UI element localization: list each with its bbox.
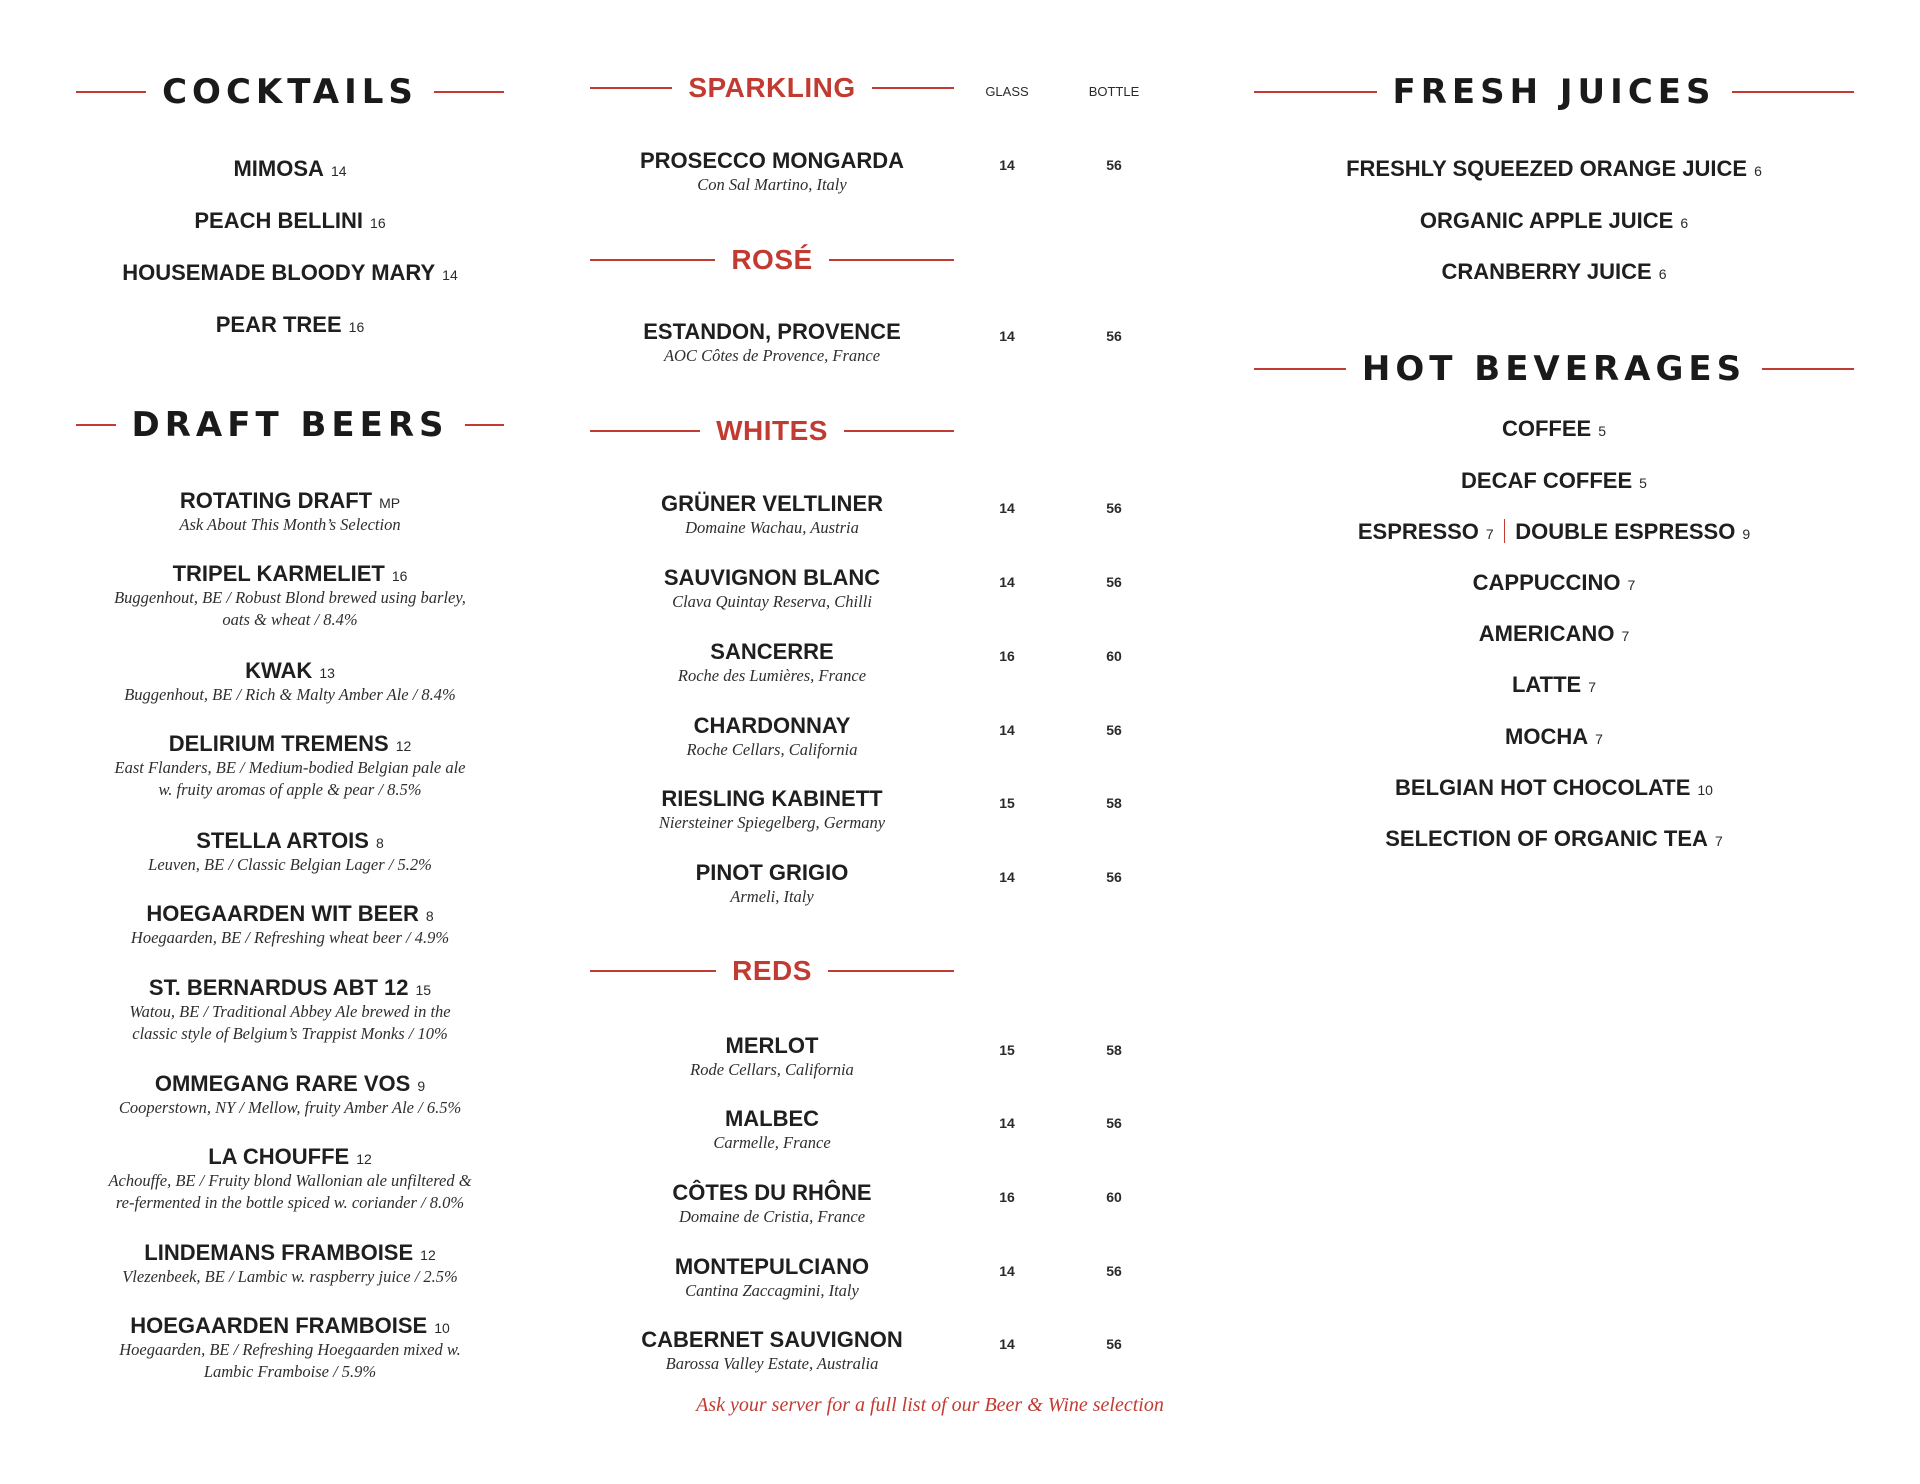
menu-item bbox=[76, 208, 504, 234]
item-description: Vlezenbeek, BE / Lambic w. raspberry juice / 2.5% bbox=[122, 1267, 458, 1286]
menu-item bbox=[1254, 156, 1854, 182]
item-name: HOEGAARDEN FRAMBOISE bbox=[130, 1313, 428, 1338]
glass-price: 16 bbox=[999, 648, 1015, 664]
item-name: DECAF COFFEE bbox=[1461, 468, 1633, 493]
item-description: oats & wheat / 8.4% bbox=[222, 610, 358, 629]
wine-origin: AOC Côtes de Provence, France bbox=[663, 346, 881, 365]
glass-price: 16 bbox=[999, 1189, 1015, 1205]
wine-name: RIESLING KABINETT bbox=[661, 786, 883, 811]
menu-item-line bbox=[1254, 259, 1854, 285]
glass-price: 14 bbox=[999, 1336, 1015, 1352]
glass-price: 14 bbox=[999, 500, 1015, 516]
menu-item bbox=[1254, 826, 1854, 852]
item-name: ST. BERNARDUS ABT 12 bbox=[148, 975, 409, 1000]
wine-origin: Domaine de Cristia, France bbox=[678, 1207, 866, 1226]
header-rule bbox=[1254, 91, 1377, 92]
item-price: 7 bbox=[1588, 679, 1597, 695]
item-name: ROTATING DRAFT bbox=[179, 488, 373, 513]
item-price: 8 bbox=[375, 835, 384, 851]
bottle-price: 56 bbox=[1106, 722, 1122, 738]
hot-beverages-heading: HOT BEVERAGES bbox=[1361, 349, 1747, 389]
item-description: Leuven, BE / Classic Belgian Lager / 5.2% bbox=[148, 855, 432, 874]
menu-item bbox=[76, 1144, 504, 1214]
menu-item-line bbox=[76, 901, 504, 927]
header-rule bbox=[590, 430, 700, 431]
menu-item bbox=[76, 312, 504, 338]
menu-item bbox=[76, 561, 504, 631]
menu-item-line bbox=[76, 1071, 504, 1097]
wine-name: SANCERRE bbox=[710, 639, 834, 664]
wine-section-header bbox=[590, 955, 954, 987]
bottle-price: 56 bbox=[1106, 1115, 1122, 1131]
item-description: Hoegaarden, BE / Refreshing wheat beer / 4.9% bbox=[130, 928, 450, 947]
menu-item bbox=[1254, 724, 1854, 750]
menu-item-line bbox=[1254, 826, 1854, 852]
wine-item bbox=[590, 319, 954, 367]
item-name: PEACH BELLINI bbox=[194, 208, 364, 233]
menu-item-line bbox=[1254, 775, 1854, 801]
item-name: KWAK bbox=[245, 658, 313, 683]
item-description: w. fruity aromas of apple & pear / 8.5% bbox=[158, 780, 422, 799]
header-rule bbox=[76, 424, 116, 425]
menu-item-line bbox=[1254, 468, 1854, 494]
item-price: 14 bbox=[330, 163, 347, 179]
cocktails-heading: COCKTAILS bbox=[162, 72, 418, 112]
item-price: 10 bbox=[1697, 782, 1713, 798]
wine-item bbox=[590, 1180, 954, 1228]
menu-item-line bbox=[76, 1144, 504, 1170]
item-price: 13 bbox=[319, 665, 335, 681]
glass-price: 14 bbox=[999, 157, 1015, 173]
bottle-price: 56 bbox=[1106, 1336, 1122, 1352]
glass-price: 14 bbox=[999, 574, 1015, 590]
menu-item bbox=[76, 156, 504, 182]
header-rule bbox=[844, 430, 954, 431]
wine-name: ESTANDON, PROVENCE bbox=[643, 319, 901, 344]
header-rule bbox=[465, 424, 505, 425]
wine-section-header bbox=[590, 244, 954, 276]
item-price: 12 bbox=[420, 1247, 436, 1263]
header-rule bbox=[434, 91, 504, 92]
item-name: FRESHLY SQUEEZED ORANGE JUICE bbox=[1346, 156, 1748, 181]
item-price: MP bbox=[379, 495, 401, 511]
bottle-price: 60 bbox=[1106, 1189, 1122, 1205]
item-price: 7 bbox=[1627, 577, 1636, 593]
bottle-price: 56 bbox=[1106, 157, 1122, 173]
item-price: 6 bbox=[1754, 163, 1762, 179]
header-rule bbox=[590, 87, 672, 88]
wine-item bbox=[590, 1254, 954, 1302]
glass-price: 14 bbox=[999, 869, 1015, 885]
header-rule bbox=[828, 970, 954, 971]
wine-name: PROSECCO MONGARDA bbox=[639, 148, 904, 173]
fresh-juices-header bbox=[1254, 72, 1854, 112]
cocktails-header bbox=[76, 72, 504, 112]
item-description: classic style of Belgium’s Trappist Monks / 10% bbox=[132, 1024, 448, 1043]
header-rule bbox=[76, 91, 146, 92]
wine-section-header bbox=[590, 415, 954, 447]
item-name: PEAR TREE bbox=[215, 312, 342, 337]
item-price: 16 bbox=[370, 215, 386, 231]
wine-origin: Cantina Zaccagmini, Italy bbox=[685, 1281, 859, 1300]
item-price: 7 bbox=[1595, 731, 1603, 747]
item-price: 9 bbox=[417, 1078, 426, 1094]
menu-item-line bbox=[1254, 724, 1854, 750]
wine-section-heading: SPARKLING bbox=[688, 72, 856, 103]
glass-column-label: GLASS bbox=[985, 84, 1029, 99]
item-description: Achouffe, BE / Fruity blond Wallonian ale unfiltered & bbox=[108, 1171, 472, 1190]
item-price: 16 bbox=[391, 568, 408, 584]
wine-item bbox=[590, 860, 954, 908]
wine-name: GRÜNER VELTLINER bbox=[660, 491, 884, 516]
item-price: 12 bbox=[395, 738, 412, 754]
item-price: 7 bbox=[1621, 628, 1630, 644]
menu-item bbox=[76, 658, 504, 706]
glass-price: 14 bbox=[999, 722, 1015, 738]
item-name: AMERICANO bbox=[1478, 621, 1615, 646]
fresh-juices-heading: FRESH JUICES bbox=[1392, 72, 1716, 112]
wine-item bbox=[590, 713, 954, 761]
bottle-price: 56 bbox=[1106, 1263, 1122, 1279]
bottle-price: 58 bbox=[1106, 795, 1122, 811]
header-rule bbox=[590, 259, 715, 260]
item-name: MIMOSA bbox=[233, 156, 324, 181]
item-description: Hoegaarden, BE / Refreshing Hoegaarden mixed w. bbox=[119, 1340, 461, 1359]
item-name: HOUSEMADE BLOODY MARY bbox=[122, 260, 436, 285]
menu-item bbox=[1254, 570, 1854, 596]
draft-beers-heading: DRAFT BEERS bbox=[131, 405, 449, 445]
menu-item-line bbox=[1254, 416, 1854, 442]
menu-item bbox=[76, 731, 504, 801]
wine-section-heading: WHITES bbox=[716, 415, 828, 446]
menu-item bbox=[1254, 519, 1854, 545]
menu-item bbox=[76, 1240, 504, 1288]
wine-name: CHARDONNAY bbox=[693, 713, 851, 738]
wine-item bbox=[590, 786, 954, 834]
item-name: LATTE bbox=[1511, 672, 1582, 697]
wine-item bbox=[590, 1327, 954, 1375]
menu-item-line bbox=[76, 731, 504, 757]
item-price: 10 bbox=[434, 1320, 450, 1336]
bottle-price: 56 bbox=[1106, 869, 1122, 885]
header-rule bbox=[590, 970, 716, 971]
glass-price: 14 bbox=[999, 328, 1015, 344]
wine-item bbox=[590, 1033, 954, 1081]
item-price: 7 bbox=[1485, 526, 1494, 542]
item-name: HOEGAARDEN WIT BEER bbox=[146, 901, 419, 926]
menu-item-line bbox=[76, 975, 504, 1001]
header-rule bbox=[1762, 368, 1854, 369]
wine-origin: Con Sal Martino, Italy bbox=[697, 175, 847, 194]
menu-item-line bbox=[1254, 570, 1854, 596]
item-name: CRANBERRY JUICE bbox=[1441, 259, 1652, 284]
menu-item-line bbox=[1254, 519, 1854, 545]
bottle-price: 56 bbox=[1106, 574, 1122, 590]
draft-beers-header bbox=[76, 405, 504, 445]
menu-item bbox=[1254, 468, 1854, 494]
item-description: Buggenhout, BE / Rich & Malty Amber Ale / 8.4% bbox=[124, 685, 456, 704]
wine-section-heading: ROSÉ bbox=[731, 244, 813, 275]
menu-item-line bbox=[76, 1240, 504, 1266]
wine-item bbox=[590, 148, 954, 196]
menu-item bbox=[1254, 208, 1854, 234]
item-name: CAPPUCCINO bbox=[1472, 570, 1621, 595]
menu-item-line bbox=[76, 561, 504, 587]
wine-origin: Domaine Wachau, Austria bbox=[685, 518, 859, 537]
item-name: SELECTION OF ORGANIC TEA bbox=[1385, 826, 1708, 851]
item-name: ESPRESSO bbox=[1357, 519, 1479, 544]
menu-item-line bbox=[76, 156, 504, 182]
item-price: 7 bbox=[1714, 833, 1723, 849]
wine-origin: Rode Cellars, California bbox=[690, 1060, 854, 1079]
item-name: DOUBLE ESPRESSO bbox=[1515, 519, 1736, 544]
wine-item bbox=[590, 491, 954, 539]
wine-name: CÔTES DU RHÔNE bbox=[672, 1180, 872, 1205]
menu-item-line bbox=[76, 828, 504, 854]
glass-price: 14 bbox=[999, 1263, 1015, 1279]
menu-item bbox=[1254, 416, 1854, 442]
item-name: MOCHA bbox=[1505, 724, 1589, 749]
item-name: LA CHOUFFE bbox=[208, 1144, 350, 1169]
wine-origin: Carmelle, France bbox=[713, 1133, 831, 1152]
hot-beverages-header bbox=[1254, 349, 1854, 389]
wine-name: CABERNET SAUVIGNON bbox=[641, 1327, 903, 1352]
menu-item-line bbox=[1254, 621, 1854, 647]
menu-item bbox=[76, 260, 504, 286]
wine-name: MONTEPULCIANO bbox=[674, 1254, 870, 1279]
item-price: 12 bbox=[356, 1151, 372, 1167]
wine-origin: Clava Quintay Reserva, Chilli bbox=[672, 592, 872, 611]
menu-item bbox=[1254, 259, 1854, 285]
menu-item-line bbox=[76, 312, 504, 338]
item-name: STELLA ARTOIS bbox=[196, 828, 369, 853]
item-name: OMMEGANG RARE VOS bbox=[154, 1071, 411, 1096]
wine-item bbox=[590, 565, 954, 613]
item-name: DELIRIUM TREMENS bbox=[168, 731, 389, 756]
item-name: ORGANIC APPLE JUICE bbox=[1419, 208, 1674, 233]
wine-item bbox=[590, 1106, 954, 1154]
item-name: LINDEMANS FRAMBOISE bbox=[144, 1240, 414, 1265]
header-rule bbox=[829, 259, 954, 260]
item-price: 15 bbox=[415, 982, 432, 998]
wine-name: SAUVIGNON BLANC bbox=[663, 565, 881, 590]
header-rule bbox=[872, 87, 954, 88]
wine-section-heading: REDS bbox=[732, 955, 812, 986]
item-description: Lambic Framboise / 5.9% bbox=[203, 1362, 377, 1381]
header-rule bbox=[1254, 368, 1346, 369]
menu-item-line bbox=[76, 260, 504, 286]
wine-origin: Roche Cellars, California bbox=[686, 740, 858, 759]
wine-footnote: Ask your server for a full list of our Beer & Wine selection bbox=[696, 1394, 1164, 1416]
item-description: Watou, BE / Traditional Abbey Ale brewed in the bbox=[129, 1002, 451, 1021]
menu-item bbox=[76, 488, 504, 536]
glass-price: 14 bbox=[999, 1115, 1015, 1131]
item-description: Buggenhout, BE / Robust Blond brewed using barley, bbox=[114, 588, 466, 607]
wine-origin: Roche des Lumières, France bbox=[677, 666, 867, 685]
item-description: Cooperstown, NY / Mellow, fruity Amber Ale / 6.5% bbox=[118, 1098, 462, 1117]
item-name: TRIPEL KARMELIET bbox=[172, 561, 385, 586]
bottle-price: 56 bbox=[1106, 328, 1122, 344]
bottle-price: 56 bbox=[1106, 500, 1122, 516]
menu-item-line bbox=[76, 208, 504, 234]
wine-item bbox=[590, 639, 954, 687]
bottle-price: 58 bbox=[1106, 1042, 1122, 1058]
wine-section-header bbox=[590, 72, 954, 104]
wine-origin: Barossa Valley Estate, Australia bbox=[665, 1354, 879, 1373]
menu-item bbox=[1254, 775, 1854, 801]
item-price: 9 bbox=[1742, 526, 1751, 542]
menu-item bbox=[1254, 672, 1854, 698]
item-price: 5 bbox=[1598, 423, 1607, 439]
glass-price: 15 bbox=[999, 1042, 1015, 1058]
item-description: East Flanders, BE / Medium-bodied Belgian pale ale bbox=[114, 758, 466, 777]
menu-item bbox=[76, 1071, 504, 1119]
item-price: 5 bbox=[1639, 475, 1647, 491]
wine-origin: Niersteiner Spiegelberg, Germany bbox=[658, 813, 886, 832]
bottle-price: 60 bbox=[1106, 648, 1122, 664]
wine-name: MALBEC bbox=[724, 1106, 820, 1131]
menu-item bbox=[76, 1313, 504, 1383]
menu-item-line bbox=[1254, 208, 1854, 234]
item-price: 14 bbox=[442, 267, 458, 283]
wine-name: MERLOT bbox=[725, 1033, 819, 1058]
bottle-column-label: BOTTLE bbox=[1088, 84, 1140, 99]
wine-origin: Armeli, Italy bbox=[730, 887, 814, 906]
menu-item-line bbox=[76, 1313, 504, 1339]
menu-item bbox=[76, 975, 504, 1045]
item-price: 6 bbox=[1658, 266, 1667, 282]
glass-price: 15 bbox=[999, 795, 1015, 811]
item-price: 6 bbox=[1680, 215, 1689, 231]
item-price: 8 bbox=[425, 908, 434, 924]
item-description: Ask About This Month’s Selection bbox=[179, 515, 401, 534]
wine-name: PINOT GRIGIO bbox=[695, 860, 849, 885]
menu-item-line bbox=[76, 488, 504, 514]
menu-item bbox=[76, 901, 504, 949]
item-name: COFFEE bbox=[1501, 416, 1592, 441]
menu-item bbox=[76, 828, 504, 876]
menu-item-line bbox=[1254, 156, 1854, 182]
menu-item bbox=[1254, 621, 1854, 647]
menu-item-line bbox=[1254, 672, 1854, 698]
header-rule bbox=[1732, 91, 1855, 92]
item-price: 16 bbox=[348, 319, 365, 335]
divider-bar bbox=[1504, 519, 1506, 543]
item-description: re-fermented in the bottle spiced w. coriander / 8.0% bbox=[115, 1193, 465, 1212]
item-name: BELGIAN HOT CHOCOLATE bbox=[1395, 775, 1691, 800]
menu-item-line bbox=[76, 658, 504, 684]
